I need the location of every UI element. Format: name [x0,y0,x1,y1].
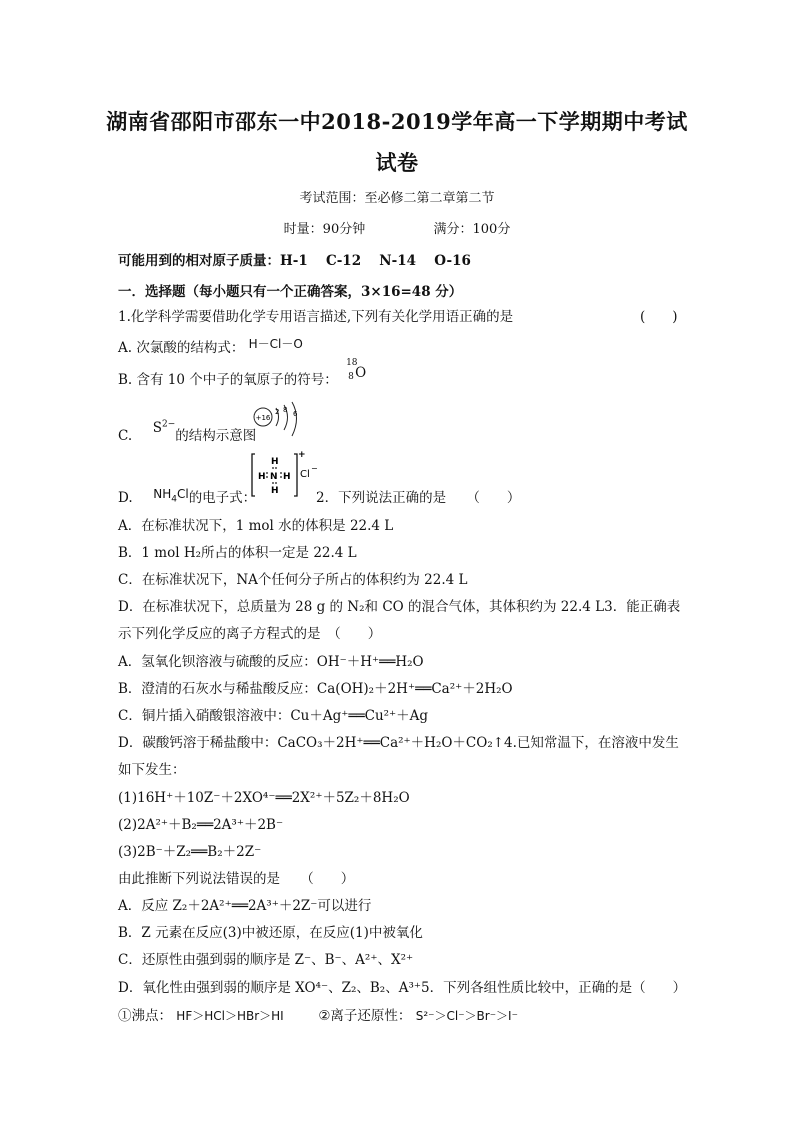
q1-c-label: C. [118,428,133,444]
exam-title-line1: 湖南省邵阳市邵东一中2018-2019学年高一下学期期中考试 [106,109,688,134]
q3-stem: 示下列化学反应的离子方程式的是 （ ） [118,626,382,642]
q5-item2-value: S²⁻＞Cl⁻＞Br⁻＞I⁻ [415,1009,518,1023]
q1-b-symbol: O [355,365,367,381]
q3-option-a: A．氢氧化钡溶液与硫酸的反应：OH⁻＋H⁺══H₂O [118,654,424,670]
q2-stem: 2．下列说法正确的是 （ ） [316,490,521,506]
q2-option-d: D．在标准状况下，总质量为 28 g 的 N₂和 CO 的混合气体，其体积约为 22.4 L3．能正确表 [118,599,681,615]
q5-item2-number: ② [318,1008,331,1024]
exam-time-score-row [0,218,794,237]
q1-d-formula-nh: NH [153,487,172,501]
right-bracket [294,454,297,496]
q4-option-d: D．氧化性由强到弱的顺序是 XO⁴⁻、Z₂、B₂、A³⁺5．下列各组性质比较中，正确的是（ ） [118,980,687,996]
q1-a-formula: H－Cl－O [248,337,303,351]
q1-b-text: B. 含有 10 个中子的氧原子的符号： [118,372,338,388]
q4-intro: 如下发生： [118,762,186,778]
q4-stem: 由此推断下列说法错误的是 （ ） [118,871,355,887]
q1-stem: 1.化学科学需要借助化学专用语言描述,下列有关化学用语正确的是 [118,309,514,325]
q3-option-b: B．澄清的石灰水与稀盐酸反应：Ca(OH)₂＋2H⁺══Ca²⁺＋2H₂O [118,681,513,697]
nucleus-charge: +16 [255,414,271,422]
q4-option-c: C．还原性由强到弱的顺序是 Z⁻、B⁻、A²⁺、X²⁺ [118,952,414,968]
q1-c-text: 的结构示意图 [175,428,257,444]
q4-reaction-2: (2)2A²⁺＋B₂══2A³⁺＋2B⁻ [118,817,284,833]
q1-d-label: D. [118,490,133,506]
q1-option-c [118,419,257,444]
atom-h-right: H [283,472,291,482]
q1-b-isotope [342,358,367,384]
q1-d-text: 的电子式： [188,490,257,506]
section-heading: 一．选择题（每小题只有一个正确答案，3×16=48 分） [118,284,463,300]
sulfide-ion-structure-diagram [252,402,308,442]
q5-item1-number: ① [118,1008,132,1024]
chloride-charge: − [311,464,318,473]
atom-n: N [270,472,278,482]
q1-option-a [118,336,303,356]
q2-option-a: A．在标准状况下，1 mol 水的体积是 22.4 L [118,518,394,534]
atom-h-top: H [271,457,279,467]
exam-full-score: 满分：100分 [433,222,511,237]
shell-electrons-3: 6 [293,410,298,418]
atomic-masses: 可能用到的相对原子质量：H-1 C-12 N-14 O-16 [118,253,471,269]
shell-electrons-1: 2 [275,408,280,416]
q1-c-ion-symbol: S [152,420,162,436]
q5-item1-value: HF＞HCl＞HBr＞HI [176,1009,284,1023]
exam-scope: 考试范围：至必修二第二章第二节 [299,191,495,206]
q1-c-ion-charge: 2− [161,419,176,430]
q1-b-mass-number: 18 [346,358,358,368]
q4-reaction-3: (3)2B⁻＋Z₂══B₂＋2Z⁻ [118,844,262,860]
q1-b-atomic-number: 8 [348,372,354,382]
atom-h-left: H [258,472,266,482]
q4-reaction-1: (1)16H⁺＋10Z⁻＋2XO⁴⁻══2X²⁺＋5Z₂＋8H₂O [118,790,410,806]
q1-c-ion [153,420,176,436]
exam-title-line2: 试卷 [375,150,419,175]
q1-option-b [118,358,367,388]
shell-electrons-2: 8 [283,406,288,414]
q1-d-formula-sub: 4 [171,494,177,505]
q1-a-text: A. 次氯酸的结构式： [118,340,245,356]
q1-answer-paren: ( ) [640,309,678,325]
chloride-symbol: Cl [300,469,310,480]
q5-item2-label: 离子还原性： [330,1008,412,1024]
shell-arc-3 [292,402,297,436]
q1-option-d [118,486,256,508]
atom-h-bottom: H [271,486,279,496]
cation-charge: + [298,450,306,460]
q5-items [118,1004,518,1024]
ammonium-chloride-electron-formula [250,450,316,500]
q2-option-b: B．1 mol H₂所占的体积一定是 22.4 L [118,545,357,561]
q3-option-c: C．铜片插入硝酸银溶液中：Cu＋Ag⁺══Cu²⁺＋Ag [118,708,429,724]
q5-item1-label: 沸点： [131,1008,172,1024]
q1-d-formula [153,487,189,505]
q2-option-c: C．在标准状况下，NA个任何分子所占的体积约为 22.4 L [118,572,468,588]
q1-d-formula-cl: Cl [176,487,189,501]
q4-option-b: B．Z 元素在反应(3)中被还原，在反应(1)中被氧化 [118,925,423,941]
q4-option-a: A．反应 Z₂＋2A²⁺══2A³⁺＋2Z⁻可以进行 [118,898,372,914]
exam-time: 时量：90分钟 [283,222,366,237]
q3-option-d: D．碳酸钙溶于稀盐酸中：CaCO₃＋2H⁺══Ca²⁺＋H₂O＋CO₂↑4.已知常温下，在溶液中发生 [118,735,679,751]
left-bracket [252,454,255,496]
